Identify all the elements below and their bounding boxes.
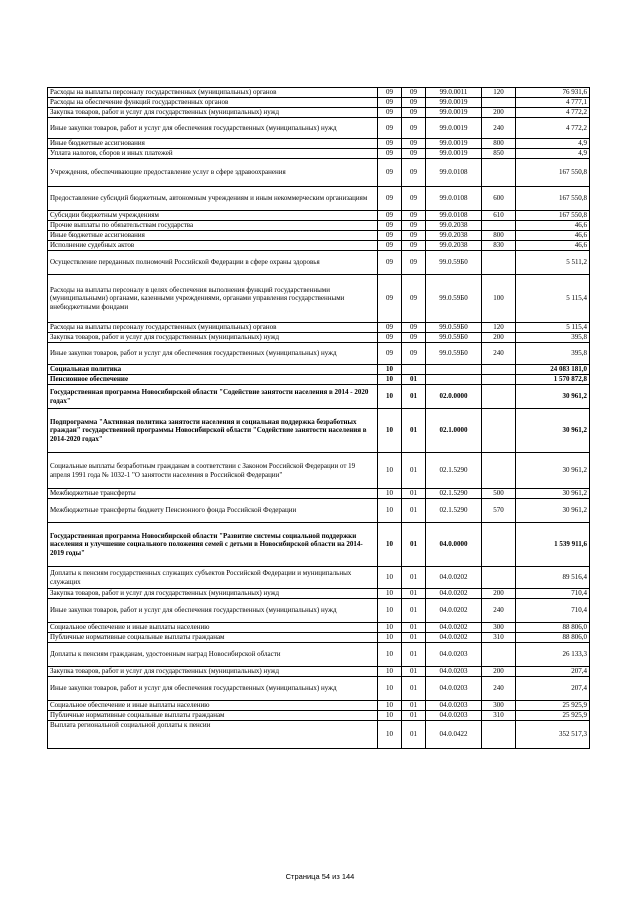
expense-name-cell: Социальная политика bbox=[48, 365, 378, 375]
table-row bbox=[48, 633, 590, 643]
table-row bbox=[48, 343, 590, 365]
expense-name-cell: Государственная программа Новосибирской области "Содействие занятости населения в 2014 - 2020 годах" bbox=[48, 385, 378, 409]
amount-cell: 5 115,4 bbox=[516, 275, 590, 323]
expense-type-cell bbox=[482, 365, 516, 375]
section-code-cell: 09 bbox=[378, 88, 402, 98]
table-row bbox=[48, 667, 590, 677]
amount-cell: 24 083 181,0 bbox=[516, 365, 590, 375]
expense-type-cell bbox=[482, 453, 516, 489]
target-article-cell: 99.0.0108 bbox=[426, 211, 482, 221]
subsection-code-cell: 09 bbox=[402, 221, 426, 231]
target-article-cell: 02.1.5290 bbox=[426, 489, 482, 499]
target-article-cell: 04.0.0202 bbox=[426, 589, 482, 599]
subsection-code-cell: 01 bbox=[402, 375, 426, 385]
amount-cell: 167 550,8 bbox=[516, 187, 590, 211]
subsection-code-cell: 01 bbox=[402, 677, 426, 701]
subsection-code-cell: 01 bbox=[402, 453, 426, 489]
table-row bbox=[48, 333, 590, 343]
subsection-code-cell: 01 bbox=[402, 701, 426, 711]
expense-name-cell: Социальное обеспечение и иные выплаты населению bbox=[48, 701, 378, 711]
subsection-code-cell: 01 bbox=[402, 721, 426, 749]
target-article-cell: 04.0.0000 bbox=[426, 523, 482, 567]
subsection-code-cell: 09 bbox=[402, 241, 426, 251]
subsection-code-cell: 01 bbox=[402, 643, 426, 667]
table-row bbox=[48, 187, 590, 211]
amount-cell: 207,4 bbox=[516, 667, 590, 677]
section-code-cell: 10 bbox=[378, 677, 402, 701]
section-code-cell: 09 bbox=[378, 343, 402, 365]
subsection-code-cell bbox=[402, 365, 426, 375]
expense-name-cell: Субсидии бюджетным учреждениям bbox=[48, 211, 378, 221]
table-row bbox=[48, 211, 590, 221]
table-row bbox=[48, 643, 590, 667]
expense-type-cell: 300 bbox=[482, 701, 516, 711]
expense-name-cell: Уплата налогов, сборов и иных платежей bbox=[48, 149, 378, 159]
target-article-cell: 04.0.0203 bbox=[426, 701, 482, 711]
subsection-code-cell: 09 bbox=[402, 275, 426, 323]
expense-name-cell: Выплата региональной социальной доплаты к пенсии bbox=[48, 721, 378, 749]
subsection-code-cell: 09 bbox=[402, 343, 426, 365]
table-row bbox=[48, 118, 590, 139]
expense-type-cell: 200 bbox=[482, 108, 516, 118]
expense-name-cell: Публичные нормативные социальные выплаты гражданам bbox=[48, 711, 378, 721]
target-article-cell: 99.0.0108 bbox=[426, 159, 482, 187]
section-code-cell: 10 bbox=[378, 489, 402, 499]
expense-type-cell: 310 bbox=[482, 633, 516, 643]
target-article-cell: 99.0.0019 bbox=[426, 149, 482, 159]
section-code-cell: 09 bbox=[378, 108, 402, 118]
subsection-code-cell: 01 bbox=[402, 623, 426, 633]
target-article-cell: 02.1.5290 bbox=[426, 453, 482, 489]
expense-type-cell: 500 bbox=[482, 489, 516, 499]
amount-cell: 30 961,2 bbox=[516, 409, 590, 453]
expense-name-cell: Иные закупки товаров, работ и услуг для обеспечения государственных (муниципальных) нужд bbox=[48, 599, 378, 623]
expense-type-cell: 600 bbox=[482, 187, 516, 211]
section-code-cell: 09 bbox=[378, 159, 402, 187]
table-row bbox=[48, 523, 590, 567]
amount-cell: 167 550,8 bbox=[516, 211, 590, 221]
amount-cell: 88 806,0 bbox=[516, 623, 590, 633]
amount-cell: 5 511,2 bbox=[516, 251, 590, 275]
section-code-cell: 10 bbox=[378, 623, 402, 633]
section-code-cell: 10 bbox=[378, 599, 402, 623]
expense-type-cell bbox=[482, 385, 516, 409]
section-code-cell: 10 bbox=[378, 375, 402, 385]
amount-cell: 395,8 bbox=[516, 343, 590, 365]
target-article-cell: 02.0.0000 bbox=[426, 385, 482, 409]
expense-name-cell: Прочие выплаты по обязательствам государства bbox=[48, 221, 378, 231]
expense-type-cell: 240 bbox=[482, 599, 516, 623]
amount-cell: 710,4 bbox=[516, 589, 590, 599]
section-code-cell: 09 bbox=[378, 275, 402, 323]
table-row bbox=[48, 599, 590, 623]
target-article-cell: 04.0.0202 bbox=[426, 599, 482, 623]
section-code-cell: 09 bbox=[378, 221, 402, 231]
section-code-cell: 10 bbox=[378, 589, 402, 599]
section-code-cell: 09 bbox=[378, 149, 402, 159]
section-code-cell: 09 bbox=[378, 139, 402, 149]
expense-type-cell: 100 bbox=[482, 275, 516, 323]
table-row bbox=[48, 323, 590, 333]
budget-table bbox=[47, 87, 590, 749]
target-article-cell: 99.0.59Б0 bbox=[426, 251, 482, 275]
section-code-cell: 10 bbox=[378, 633, 402, 643]
subsection-code-cell: 09 bbox=[402, 187, 426, 211]
section-code-cell: 09 bbox=[378, 333, 402, 343]
target-article-cell bbox=[426, 365, 482, 375]
section-code-cell: 10 bbox=[378, 409, 402, 453]
amount-cell: 4,9 bbox=[516, 139, 590, 149]
amount-cell: 207,4 bbox=[516, 677, 590, 701]
expense-name-cell: Социальные выплаты безработным гражданам в соответствии с Законом Российской Федерации от 19 апреля 1991 года № 1032-1 "О занятости населения в Российской Федерации" bbox=[48, 453, 378, 489]
target-article-cell: 99.0.2038 bbox=[426, 221, 482, 231]
section-code-cell: 09 bbox=[378, 118, 402, 139]
section-code-cell: 09 bbox=[378, 231, 402, 241]
expense-name-cell: Межбюджетные трансферты bbox=[48, 489, 378, 499]
target-article-cell: 04.0.0203 bbox=[426, 667, 482, 677]
subsection-code-cell: 09 bbox=[402, 118, 426, 139]
section-code-cell: 10 bbox=[378, 721, 402, 749]
amount-cell: 352 517,3 bbox=[516, 721, 590, 749]
expense-name-cell: Иные бюджетные ассигнования bbox=[48, 231, 378, 241]
amount-cell: 1 539 911,6 bbox=[516, 523, 590, 567]
table-row bbox=[48, 139, 590, 149]
expense-name-cell: Подпрограмма "Активная политика занятости населения и социальная поддержка безработных граждан" государственной программы Новосибирской области "Содействие занятости населения в 2014-2020 годах" bbox=[48, 409, 378, 453]
amount-cell: 25 925,9 bbox=[516, 711, 590, 721]
target-article-cell: 99.0.59Б0 bbox=[426, 275, 482, 323]
table-row bbox=[48, 88, 590, 98]
expense-name-cell: Межбюджетные трансферты бюджету Пенсионного фонда Российской Федерации bbox=[48, 499, 378, 523]
section-code-cell: 10 bbox=[378, 523, 402, 567]
amount-cell: 4,9 bbox=[516, 149, 590, 159]
table-row bbox=[48, 221, 590, 231]
expense-type-cell: 120 bbox=[482, 88, 516, 98]
table-row bbox=[48, 589, 590, 599]
target-article-cell: 99.0.0011 bbox=[426, 88, 482, 98]
expense-type-cell: 610 bbox=[482, 211, 516, 221]
expense-name-cell: Социальное обеспечение и иные выплаты населению bbox=[48, 623, 378, 633]
amount-cell: 30 961,2 bbox=[516, 385, 590, 409]
expense-name-cell: Расходы на выплаты персоналу государственных (муниципальных) органов bbox=[48, 323, 378, 333]
subsection-code-cell: 09 bbox=[402, 231, 426, 241]
subsection-code-cell: 01 bbox=[402, 385, 426, 409]
amount-cell: 167 550,8 bbox=[516, 159, 590, 187]
subsection-code-cell: 01 bbox=[402, 499, 426, 523]
target-article-cell: 04.0.0202 bbox=[426, 623, 482, 633]
target-article-cell: 04.0.0203 bbox=[426, 643, 482, 667]
section-code-cell: 10 bbox=[378, 499, 402, 523]
expense-type-cell bbox=[482, 409, 516, 453]
expense-type-cell: 200 bbox=[482, 333, 516, 343]
table-row bbox=[48, 385, 590, 409]
section-code-cell: 10 bbox=[378, 711, 402, 721]
table-row bbox=[48, 677, 590, 701]
amount-cell: 4 772,2 bbox=[516, 108, 590, 118]
expense-type-cell: 310 bbox=[482, 711, 516, 721]
table-row bbox=[48, 453, 590, 489]
expense-type-cell bbox=[482, 251, 516, 275]
expense-type-cell: 800 bbox=[482, 139, 516, 149]
target-article-cell: 99.0.2038 bbox=[426, 241, 482, 251]
amount-cell: 26 133,3 bbox=[516, 643, 590, 667]
target-article-cell: 99.0.59Б0 bbox=[426, 323, 482, 333]
table-row bbox=[48, 701, 590, 711]
expense-type-cell: 240 bbox=[482, 343, 516, 365]
section-code-cell: 10 bbox=[378, 385, 402, 409]
expense-name-cell: Расходы на обеспечение функций государственных органов bbox=[48, 98, 378, 108]
table-row bbox=[48, 489, 590, 499]
subsection-code-cell: 09 bbox=[402, 108, 426, 118]
section-code-cell: 09 bbox=[378, 187, 402, 211]
section-code-cell: 09 bbox=[378, 211, 402, 221]
expense-name-cell: Доплаты к пенсиям гражданам, удостоенным наград Новосибирской области bbox=[48, 643, 378, 667]
subsection-code-cell: 09 bbox=[402, 139, 426, 149]
table-row bbox=[48, 108, 590, 118]
subsection-code-cell: 09 bbox=[402, 98, 426, 108]
amount-cell: 46,6 bbox=[516, 241, 590, 251]
target-article-cell: 99.0.59Б0 bbox=[426, 343, 482, 365]
table-row bbox=[48, 275, 590, 323]
subsection-code-cell: 01 bbox=[402, 633, 426, 643]
amount-cell: 30 961,2 bbox=[516, 453, 590, 489]
target-article-cell: 99.0.0108 bbox=[426, 187, 482, 211]
subsection-code-cell: 01 bbox=[402, 599, 426, 623]
subsection-code-cell: 09 bbox=[402, 88, 426, 98]
subsection-code-cell: 01 bbox=[402, 489, 426, 499]
expense-type-cell bbox=[482, 375, 516, 385]
expense-name-cell: Иные бюджетные ассигнования bbox=[48, 139, 378, 149]
section-code-cell: 10 bbox=[378, 701, 402, 711]
table-row bbox=[48, 711, 590, 721]
target-article-cell: 99.0.0019 bbox=[426, 139, 482, 149]
table-row bbox=[48, 721, 590, 749]
table-row bbox=[48, 375, 590, 385]
table-row bbox=[48, 567, 590, 589]
expense-name-cell: Расходы на выплаты персоналу государственных (муниципальных) органов bbox=[48, 88, 378, 98]
subsection-code-cell: 09 bbox=[402, 251, 426, 275]
table-row bbox=[48, 231, 590, 241]
target-article-cell: 04.0.0203 bbox=[426, 711, 482, 721]
amount-cell: 46,6 bbox=[516, 231, 590, 241]
expense-name-cell: Закупка товаров, работ и услуг для государственных (муниципальных) нужд bbox=[48, 333, 378, 343]
budget-table-body bbox=[48, 88, 590, 749]
table-row bbox=[48, 409, 590, 453]
target-article-cell: 99.0.0019 bbox=[426, 118, 482, 139]
subsection-code-cell: 09 bbox=[402, 211, 426, 221]
target-article-cell: 99.0.0019 bbox=[426, 108, 482, 118]
expense-name-cell: Осуществление переданных полномочий Российской Федерации в сфере охраны здоровья bbox=[48, 251, 378, 275]
expense-type-cell bbox=[482, 523, 516, 567]
expense-type-cell: 120 bbox=[482, 323, 516, 333]
table-row bbox=[48, 499, 590, 523]
section-code-cell: 10 bbox=[378, 667, 402, 677]
target-article-cell: 99.0.59Б0 bbox=[426, 333, 482, 343]
amount-cell: 89 516,4 bbox=[516, 567, 590, 589]
target-article-cell: 02.1.5290 bbox=[426, 499, 482, 523]
amount-cell: 5 115,4 bbox=[516, 323, 590, 333]
section-code-cell: 09 bbox=[378, 98, 402, 108]
expense-name-cell: Публичные нормативные социальные выплаты гражданам bbox=[48, 633, 378, 643]
expense-name-cell: Предоставление субсидий бюджетным, автономным учреждениям и иным некоммерческим организациям bbox=[48, 187, 378, 211]
expense-type-cell: 240 bbox=[482, 677, 516, 701]
expense-type-cell: 200 bbox=[482, 589, 516, 599]
expense-name-cell: Закупка товаров, работ и услуг для государственных (муниципальных) нужд bbox=[48, 108, 378, 118]
section-code-cell: 10 bbox=[378, 453, 402, 489]
expense-name-cell: Иные закупки товаров, работ и услуг для обеспечения государственных (муниципальных) нужд bbox=[48, 677, 378, 701]
amount-cell: 46,6 bbox=[516, 221, 590, 231]
subsection-code-cell: 01 bbox=[402, 523, 426, 567]
amount-cell: 25 925,9 bbox=[516, 701, 590, 711]
table-row bbox=[48, 149, 590, 159]
expense-type-cell: 830 bbox=[482, 241, 516, 251]
expense-type-cell bbox=[482, 721, 516, 749]
amount-cell: 4 777,1 bbox=[516, 98, 590, 108]
subsection-code-cell: 01 bbox=[402, 711, 426, 721]
target-article-cell: 02.1.0000 bbox=[426, 409, 482, 453]
expense-name-cell: Иные закупки товаров, работ и услуг для обеспечения государственных (муниципальных) нужд bbox=[48, 343, 378, 365]
expense-name-cell: Учреждения, обеспечивающие предоставление услуг в сфере здравоохранения bbox=[48, 159, 378, 187]
section-code-cell: 09 bbox=[378, 251, 402, 275]
table-row bbox=[48, 251, 590, 275]
amount-cell: 76 931,6 bbox=[516, 88, 590, 98]
expense-name-cell: Закупка товаров, работ и услуг для государственных (муниципальных) нужд bbox=[48, 667, 378, 677]
expense-type-cell bbox=[482, 159, 516, 187]
amount-cell: 30 961,2 bbox=[516, 499, 590, 523]
expense-type-cell bbox=[482, 98, 516, 108]
table-row bbox=[48, 241, 590, 251]
expense-type-cell bbox=[482, 643, 516, 667]
section-code-cell: 10 bbox=[378, 567, 402, 589]
table-row bbox=[48, 365, 590, 375]
table-row bbox=[48, 98, 590, 108]
subsection-code-cell: 09 bbox=[402, 149, 426, 159]
target-article-cell: 04.0.0202 bbox=[426, 633, 482, 643]
expense-name-cell: Закупка товаров, работ и услуг для государственных (муниципальных) нужд bbox=[48, 589, 378, 599]
subsection-code-cell: 01 bbox=[402, 567, 426, 589]
expense-type-cell: 800 bbox=[482, 231, 516, 241]
section-code-cell: 09 bbox=[378, 323, 402, 333]
expense-name-cell: Исполнение судебных актов bbox=[48, 241, 378, 251]
target-article-cell: 04.0.0422 bbox=[426, 721, 482, 749]
section-code-cell: 10 bbox=[378, 365, 402, 375]
amount-cell: 395,8 bbox=[516, 333, 590, 343]
table-row bbox=[48, 623, 590, 633]
expense-name-cell: Расходы на выплаты персоналу в целях обеспечения выполнения функций государственными (муниципальными) органами, казенными учреждениями, органами управления государственными внебюджетными фондами bbox=[48, 275, 378, 323]
expense-type-cell: 200 bbox=[482, 667, 516, 677]
expense-type-cell bbox=[482, 567, 516, 589]
amount-cell: 710,4 bbox=[516, 599, 590, 623]
expense-type-cell: 240 bbox=[482, 118, 516, 139]
subsection-code-cell: 09 bbox=[402, 159, 426, 187]
expense-name-cell: Государственная программа Новосибирской области "Развитие системы социальной поддержки населения и улучшение социального положения семей с детьми в Новосибирской области на 2014-2019 годы" bbox=[48, 523, 378, 567]
expense-name-cell: Доплаты к пенсиям государственных служащих субъектов Российской Федерации и муниципальных служащих bbox=[48, 567, 378, 589]
amount-cell: 88 806,0 bbox=[516, 633, 590, 643]
expense-name-cell: Пенсионное обеспечение bbox=[48, 375, 378, 385]
target-article-cell: 04.0.0202 bbox=[426, 567, 482, 589]
expense-type-cell: 850 bbox=[482, 149, 516, 159]
amount-cell: 30 961,2 bbox=[516, 489, 590, 499]
target-article-cell: 99.0.0019 bbox=[426, 98, 482, 108]
target-article-cell: 04.0.0203 bbox=[426, 677, 482, 701]
expense-type-cell: 300 bbox=[482, 623, 516, 633]
expense-name-cell: Иные закупки товаров, работ и услуг для обеспечения государственных (муниципальных) нужд bbox=[48, 118, 378, 139]
target-article-cell: 99.0.2038 bbox=[426, 231, 482, 241]
section-code-cell: 10 bbox=[378, 643, 402, 667]
subsection-code-cell: 09 bbox=[402, 333, 426, 343]
expense-type-cell bbox=[482, 221, 516, 231]
page-number-footer: Страница 54 из 144 bbox=[285, 872, 355, 881]
section-code-cell: 09 bbox=[378, 241, 402, 251]
table-row bbox=[48, 159, 590, 187]
target-article-cell bbox=[426, 375, 482, 385]
expense-type-cell: 570 bbox=[482, 499, 516, 523]
subsection-code-cell: 01 bbox=[402, 409, 426, 453]
amount-cell: 1 570 872,8 bbox=[516, 375, 590, 385]
subsection-code-cell: 09 bbox=[402, 323, 426, 333]
budget-table-container bbox=[47, 87, 589, 749]
subsection-code-cell: 01 bbox=[402, 589, 426, 599]
amount-cell: 4 772,2 bbox=[516, 118, 590, 139]
subsection-code-cell: 01 bbox=[402, 667, 426, 677]
